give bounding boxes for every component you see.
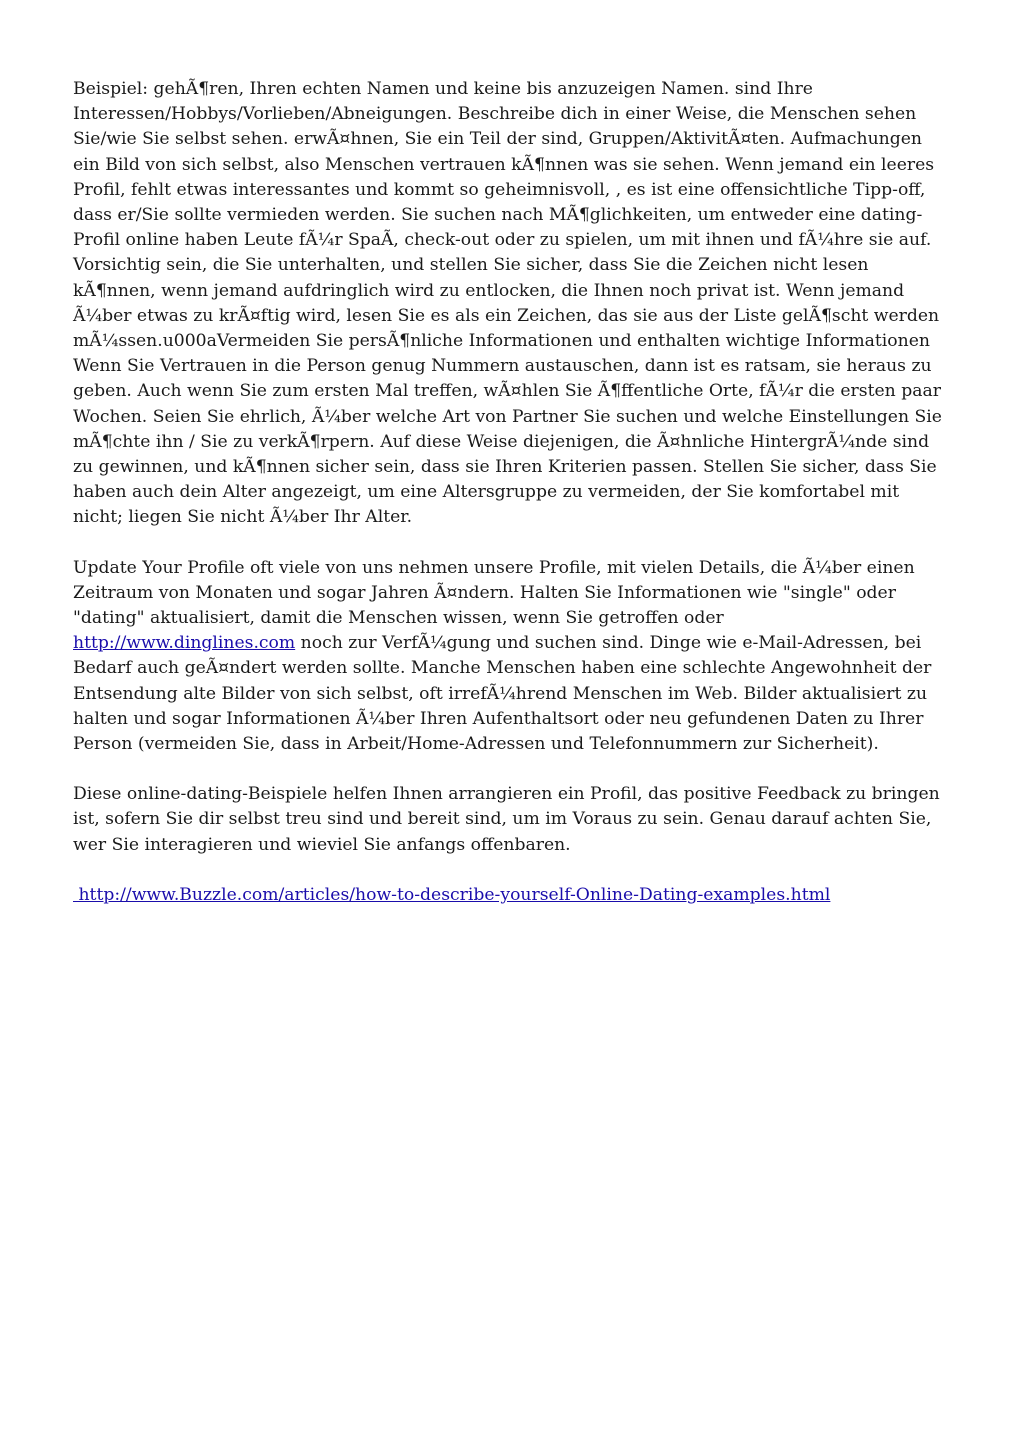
buzzle-source-link[interactable]: http://www.Buzzle.com/articles/how-to-describe-yourself-Online-Dating-examples.html [73,884,831,905]
paragraph-conclusion: Diese online-dating-Beispiele helfen Ihnen arrangieren ein Profil, das positive Feedback zu bringen ist, sofern Sie dir selbst treu sind und bereit sind, um im Voraus zu sein. Genau darauf achten Sie, wer Sie interagieren und wieviel Sie anfangs offenbaren. [73,784,940,855]
paragraph-update-profile [73,556,951,758]
source-paragraph [73,883,951,908]
paragraph-update-profile-text-start: Update Your Profile oft viele von uns nehmen unsere Profile, mit vielen Details, die Ã¼ber einen Zeitraum von Monaten und sogar Jahren Ã¤ndern. Halten Sie Informationen wie "single" oder "dating" aktualisiert, damit die Menschen wissen, wenn Sie getroffen oder [73,557,915,629]
dinglines-link[interactable]: http://www.dinglines.com [73,633,296,654]
document-page [73,77,951,933]
paragraph-profile-tips: Beispiel: gehÃ¶ren, Ihren echten Namen und keine bis anzuzeigen Namen. sind Ihre Interessen/Hobbys/Vorlieben/Abneigungen. Beschreibe dich in einer Weise, die Menschen sehen Sie/wie Sie selbst sehen. erwÃ¤hnen, Sie ein Teil der sind, Gruppen/AktivitÃ¤ten. Aufmachungen ein Bild von sich selbst, also Menschen vertrauen kÃ¶nnen was sie sehen. Wenn jemand ein leeres Profil, fehlt etwas interessantes und kommt so geheimnisvoll, , es ist eine offensichtliche Tipp-off, dass er/Sie sollte vermieden werden. Sie suchen nach MÃ¶glichkeiten, um entweder eine dating-Profil online haben Leute fÃ¼r SpaÃ, check-out oder zu spielen, um mit ihnen und fÃ¼hre sie auf. Vorsichtig sein, die Sie unterhalten, und stellen Sie sicher, dass Sie die Zeichen nicht lesen kÃ¶nnen, wenn jemand aufdringlich wird zu entlocken, die Ihnen noch privat ist. Wenn jemand Ã¼ber etwas zu krÃ¤ftig wird, lesen Sie es als ein Zeichen, das sie aus der Liste gelÃ¶scht werden mÃ¼ssen.u000aVermeiden Sie persÃ¶nliche Informationen und enthalten wichtige Informationen Wenn Sie Vertrauen in die Person genug Nummern austauschen, dann ist es ratsam, sie heraus zu geben. Auch wenn Sie zum ersten Mal treffen, wÃ¤hlen Sie Ã¶ffentliche Orte, fÃ¼r die ersten paar Wochen. Seien Sie ehrlich, Ã¼ber welche Art von Partner Sie suchen und welche Einstellungen Sie mÃ¶chte ihn / Sie zu verkÃ¶rpern. Auf diese Weise diejenigen, die Ã¤hnliche HintergrÃ¼nde sind zu gewinnen, und kÃ¶nnen sicher sein, dass sie Ihren Kriterien passen. Stellen Sie sicher, dass Sie haben auch dein Alter angezeigt, um eine Altersgruppe zu vermeiden, der Sie komfortabel mit nicht; liegen Sie nicht Ã¼ber Ihr Alter. [73,79,942,528]
paragraph-update-profile-text-end: noch zur VerfÃ¼gung und suchen sind. Dinge wie e-Mail-Adressen, bei Bedarf auch geÃ¤ndert werden sollte. Manche Menschen haben eine schlechte Angewohnheit der Entsendung alte Bilder von sich selbst, oft irrefÃ¼hrend Menschen im Web. Bilder aktualisiert zu halten und sogar Informationen Ã¼ber Ihren Aufenthaltsort oder neu gefundenen Daten zu Ihrer Person (vermeiden Sie, dass in Arbeit/Home-Adressen und Telefonnummern zur Sicherheit). [73,633,932,755]
